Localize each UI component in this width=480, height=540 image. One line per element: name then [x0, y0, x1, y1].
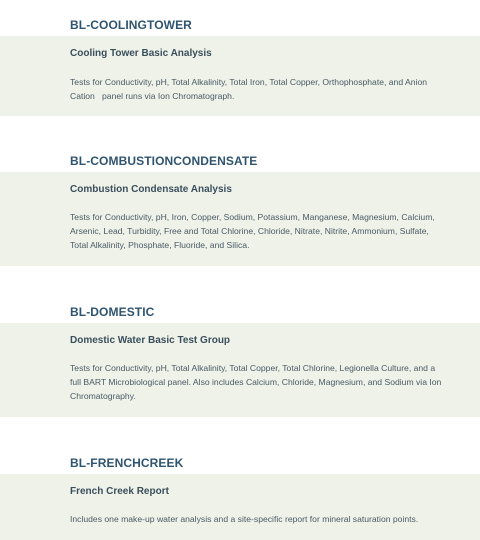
test-title: French Creek Report [70, 486, 169, 497]
test-description: Tests for Conductivity, pH, Total Alkalinity, Total Iron, Total Copper, Orthophosphate, and Anion Cation panel runs via Ion Chromatograph. [70, 77, 428, 101]
test-card [0, 36, 480, 116]
test-card [0, 474, 480, 540]
test-description: Includes one make-up water analysis and a site-specific report for mineral saturation points. [70, 514, 419, 524]
test-title: Cooling Tower Basic Analysis [70, 48, 212, 59]
test-code-heading: BL-COMBUSTIONCONDENSATE [70, 154, 258, 168]
test-description: Tests for Conductivity, pH, Total Alkalinity, Total Copper, Total Chlorine, Legionella Culture, and a full BART Microbiological panel. Also includes Calcium, Chloride, Magnesium, and Sodium via Ion Chromatography. [70, 363, 442, 401]
test-card [0, 172, 480, 266]
test-description: Tests for Conductivity, pH, Iron, Copper, Sodium, Potassium, Manganese, Magnesium, Calcium, Arsenic, Lead, Turbidity, Free and Total Chlorine, Chloride, Nitrate, Nitrite, Ammonium, Sulfate, Total Alkalinity, Phosphate, Fluoride, and Silica. [70, 212, 435, 250]
test-code-heading: BL-DOMESTIC [70, 305, 155, 319]
test-card [0, 323, 480, 417]
test-code-heading: BL-COOLINGTOWER [70, 18, 192, 32]
test-title: Domestic Water Basic Test Group [70, 335, 231, 346]
test-title: Combustion Condensate Analysis [70, 184, 232, 195]
test-code-heading: BL-FRENCHCREEK [70, 456, 184, 470]
